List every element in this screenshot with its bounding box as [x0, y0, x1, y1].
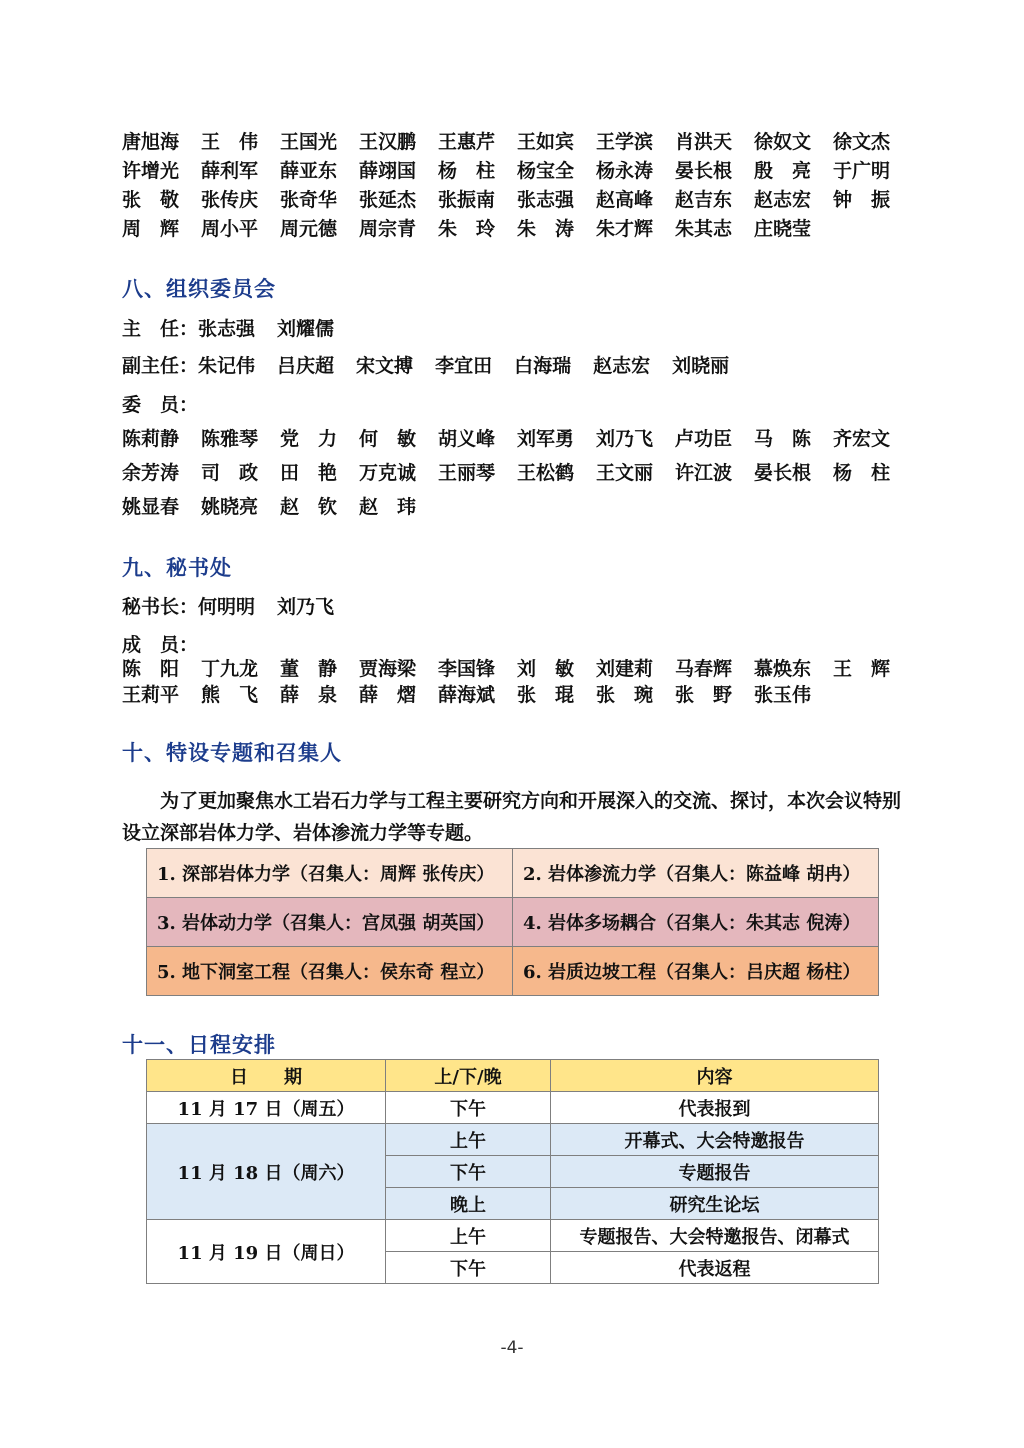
date-cell: 11 月 18 日（周六） — [147, 1124, 386, 1220]
person-name: 周小平 — [201, 218, 259, 240]
committee-names-grid — [122, 126, 912, 242]
person-name: 何 敏 — [359, 427, 417, 450]
person-name: 赵 玮 — [359, 495, 417, 518]
section-heading-secretariat: 九、秘书处 — [122, 556, 232, 580]
person-name: 贾海梁 — [359, 657, 417, 680]
content-cell: 研究生论坛 — [551, 1188, 879, 1220]
person-name: 刘乃飞 — [277, 596, 335, 618]
person-name: 董 静 — [280, 657, 338, 680]
table-row — [147, 1124, 879, 1156]
person-name: 慕焕东 — [754, 657, 812, 680]
vice-chair-label: 副主任： — [122, 355, 199, 377]
person-name: 王国光 — [280, 131, 338, 153]
content-cell: 代表返程 — [551, 1252, 879, 1284]
content-cell: 专题报告 — [551, 1156, 879, 1188]
person-name: 齐宏文 — [833, 427, 891, 450]
person-name: 赵吉东 — [675, 189, 733, 211]
name-row — [122, 654, 912, 680]
person-name: 朱其志 — [675, 218, 733, 240]
secretary-general-line — [122, 592, 356, 619]
secretariat-members-grid — [122, 654, 912, 706]
section-heading-organizing-committee: 八、组织委员会 — [122, 277, 276, 301]
person-name: 杨 柱 — [438, 160, 496, 182]
person-name: 朱才辉 — [596, 218, 654, 240]
time-cell: 上午 — [386, 1220, 551, 1252]
vice-chair-line — [122, 351, 751, 378]
person-name: 赵志宏 — [754, 189, 812, 211]
person-name: 唐旭海 — [122, 131, 180, 153]
time-cell: 下午 — [386, 1156, 551, 1188]
secretary-general-label: 秘书长： — [122, 596, 199, 618]
person-name: 王文丽 — [596, 461, 654, 484]
person-name: 刘耀儒 — [277, 318, 335, 340]
topic-cell: 2. 岩体渗流力学（召集人：陈益峰 胡冉） — [513, 849, 879, 898]
name-row — [122, 155, 912, 184]
person-name: 王莉平 — [122, 683, 180, 706]
chair-label: 主 任： — [122, 318, 199, 340]
column-header-time: 上/下/晚 — [386, 1060, 551, 1092]
person-name: 张 敬 — [122, 189, 180, 211]
table-row — [147, 947, 879, 996]
person-name: 张延杰 — [359, 189, 417, 211]
person-name: 姚晓亮 — [201, 495, 259, 518]
person-name: 王汉鹏 — [359, 131, 417, 153]
table-row — [147, 1220, 879, 1252]
organizing-members-grid — [122, 420, 912, 522]
table-row — [147, 898, 879, 947]
person-name: 徐文杰 — [833, 131, 891, 153]
column-header-date: 日 期 — [147, 1060, 386, 1092]
topic-cell: 4. 岩体多场耦合（召集人：朱其志 倪涛） — [513, 898, 879, 947]
topic-cell: 1. 深部岩体力学（召集人：周辉 张传庆） — [147, 849, 513, 898]
name-row — [122, 184, 912, 213]
person-name: 肖洪天 — [675, 131, 733, 153]
person-name: 钟 振 — [833, 189, 891, 211]
person-name: 张 野 — [675, 683, 733, 706]
time-cell: 下午 — [386, 1092, 551, 1124]
person-name: 姚显春 — [122, 495, 180, 518]
person-name: 薛 泉 — [280, 683, 338, 706]
name-row — [122, 126, 912, 155]
table-header-row — [147, 1060, 879, 1092]
person-name: 宋文搏 — [356, 355, 414, 377]
date-cell: 11 月 19 日（周日） — [147, 1220, 386, 1284]
person-name: 刘乃飞 — [596, 427, 654, 450]
time-cell: 上午 — [386, 1124, 551, 1156]
name-row — [122, 488, 912, 522]
person-name: 刘 敏 — [517, 657, 575, 680]
person-name: 吕庆超 — [277, 355, 335, 377]
name-row — [122, 454, 912, 488]
person-name: 王丽琴 — [438, 461, 496, 484]
person-name: 周宗青 — [359, 218, 417, 240]
person-name: 周 辉 — [122, 218, 180, 240]
person-name: 王 伟 — [201, 131, 259, 153]
person-name: 司 政 — [201, 461, 259, 484]
person-name: 许增光 — [122, 160, 180, 182]
person-name: 薛海斌 — [438, 683, 496, 706]
table-row — [147, 1092, 879, 1124]
person-name: 杨 柱 — [833, 461, 891, 484]
person-name: 陈 阳 — [122, 657, 180, 680]
person-name: 王如宾 — [517, 131, 575, 153]
topic-cell: 3. 岩体动力学（召集人：宫凤强 胡英国） — [147, 898, 513, 947]
person-name: 张传庆 — [201, 189, 259, 211]
special-topics-intro: 为了更加聚焦水工岩石力学与工程主要研究方向和开展深入的交流、探讨，本次会议特别设立深部岩体力学、岩体渗流力学等专题。 — [122, 790, 902, 844]
topic-cell: 6. 岩质边坡工程（召集人：吕庆超 杨柱） — [513, 947, 879, 996]
page-number: -4- — [500, 1338, 524, 1358]
person-name: 赵高峰 — [596, 189, 654, 211]
person-name: 李国锋 — [438, 657, 496, 680]
person-name: 田 艳 — [280, 461, 338, 484]
member-label: 成 员： — [122, 634, 199, 656]
person-name: 刘军勇 — [517, 427, 575, 450]
person-name: 刘晓丽 — [672, 355, 730, 377]
person-name: 张 琨 — [517, 683, 575, 706]
person-name: 朱记伟 — [198, 355, 256, 377]
person-name: 白海瑞 — [514, 355, 572, 377]
person-name: 薛利军 — [201, 160, 259, 182]
person-name: 王惠芹 — [438, 131, 496, 153]
section-heading-special-topics: 十、特设专题和召集人 — [122, 741, 342, 765]
person-name: 王学滨 — [596, 131, 654, 153]
person-name: 晏长根 — [754, 461, 812, 484]
section-heading-schedule: 十一、日程安排 — [122, 1033, 276, 1057]
person-name: 王 辉 — [833, 657, 891, 680]
person-name: 马 陈 — [754, 427, 812, 450]
person-name: 薛亚东 — [280, 160, 338, 182]
special-topics-table — [146, 848, 879, 996]
content-cell: 开幕式、大会特邀报告 — [551, 1124, 879, 1156]
person-name: 党 力 — [280, 427, 338, 450]
content-cell: 专题报告、大会特邀报告、闭幕式 — [551, 1220, 879, 1252]
person-name: 徐奴文 — [754, 131, 812, 153]
person-name: 何明明 — [198, 596, 256, 618]
person-name: 朱 涛 — [517, 218, 575, 240]
name-row — [122, 213, 912, 242]
person-name: 张志强 — [517, 189, 575, 211]
date-cell: 11 月 17 日（周五） — [147, 1092, 386, 1124]
column-header-content: 内容 — [551, 1060, 879, 1092]
person-name: 朱 玲 — [438, 218, 496, 240]
person-name: 陈雅琴 — [201, 427, 259, 450]
person-name: 陈莉静 — [122, 427, 180, 450]
person-name: 赵志宏 — [593, 355, 651, 377]
person-name: 张玉伟 — [754, 683, 812, 706]
person-name: 许江波 — [675, 461, 733, 484]
content-cell: 代表报到 — [551, 1092, 879, 1124]
person-name: 张振南 — [438, 189, 496, 211]
member-label: 委 员： — [122, 394, 199, 416]
person-name: 卢功臣 — [675, 427, 733, 450]
person-name: 张 琬 — [596, 683, 654, 706]
person-name: 晏长根 — [675, 160, 733, 182]
person-name: 赵 钦 — [280, 495, 338, 518]
person-name: 薛 熠 — [359, 683, 417, 706]
person-name: 丁九龙 — [201, 657, 259, 680]
person-name: 刘建莉 — [596, 657, 654, 680]
person-name: 杨永涛 — [596, 160, 654, 182]
person-name: 熊 飞 — [201, 683, 259, 706]
person-name: 王松鹤 — [517, 461, 575, 484]
name-row — [122, 420, 912, 454]
person-name: 胡义峰 — [438, 427, 496, 450]
person-name: 万克诚 — [359, 461, 417, 484]
table-row — [147, 849, 879, 898]
chair-line — [122, 314, 356, 341]
person-name: 庄晓莹 — [754, 218, 812, 240]
name-row — [122, 680, 912, 706]
schedule-table — [146, 1059, 879, 1284]
person-name: 马春辉 — [675, 657, 733, 680]
time-cell: 下午 — [386, 1252, 551, 1284]
person-name: 于广明 — [833, 160, 891, 182]
person-name: 杨宝全 — [517, 160, 575, 182]
person-name: 余芳涛 — [122, 461, 180, 484]
person-name: 张奇华 — [280, 189, 338, 211]
topic-cell: 5. 地下洞室工程（召集人：侯东奇 程立） — [147, 947, 513, 996]
time-cell: 晚上 — [386, 1188, 551, 1220]
person-name: 殷 亮 — [754, 160, 812, 182]
person-name: 薛翊国 — [359, 160, 417, 182]
person-name: 张志强 — [198, 318, 256, 340]
person-name: 周元德 — [280, 218, 338, 240]
person-name: 李宜田 — [435, 355, 493, 377]
